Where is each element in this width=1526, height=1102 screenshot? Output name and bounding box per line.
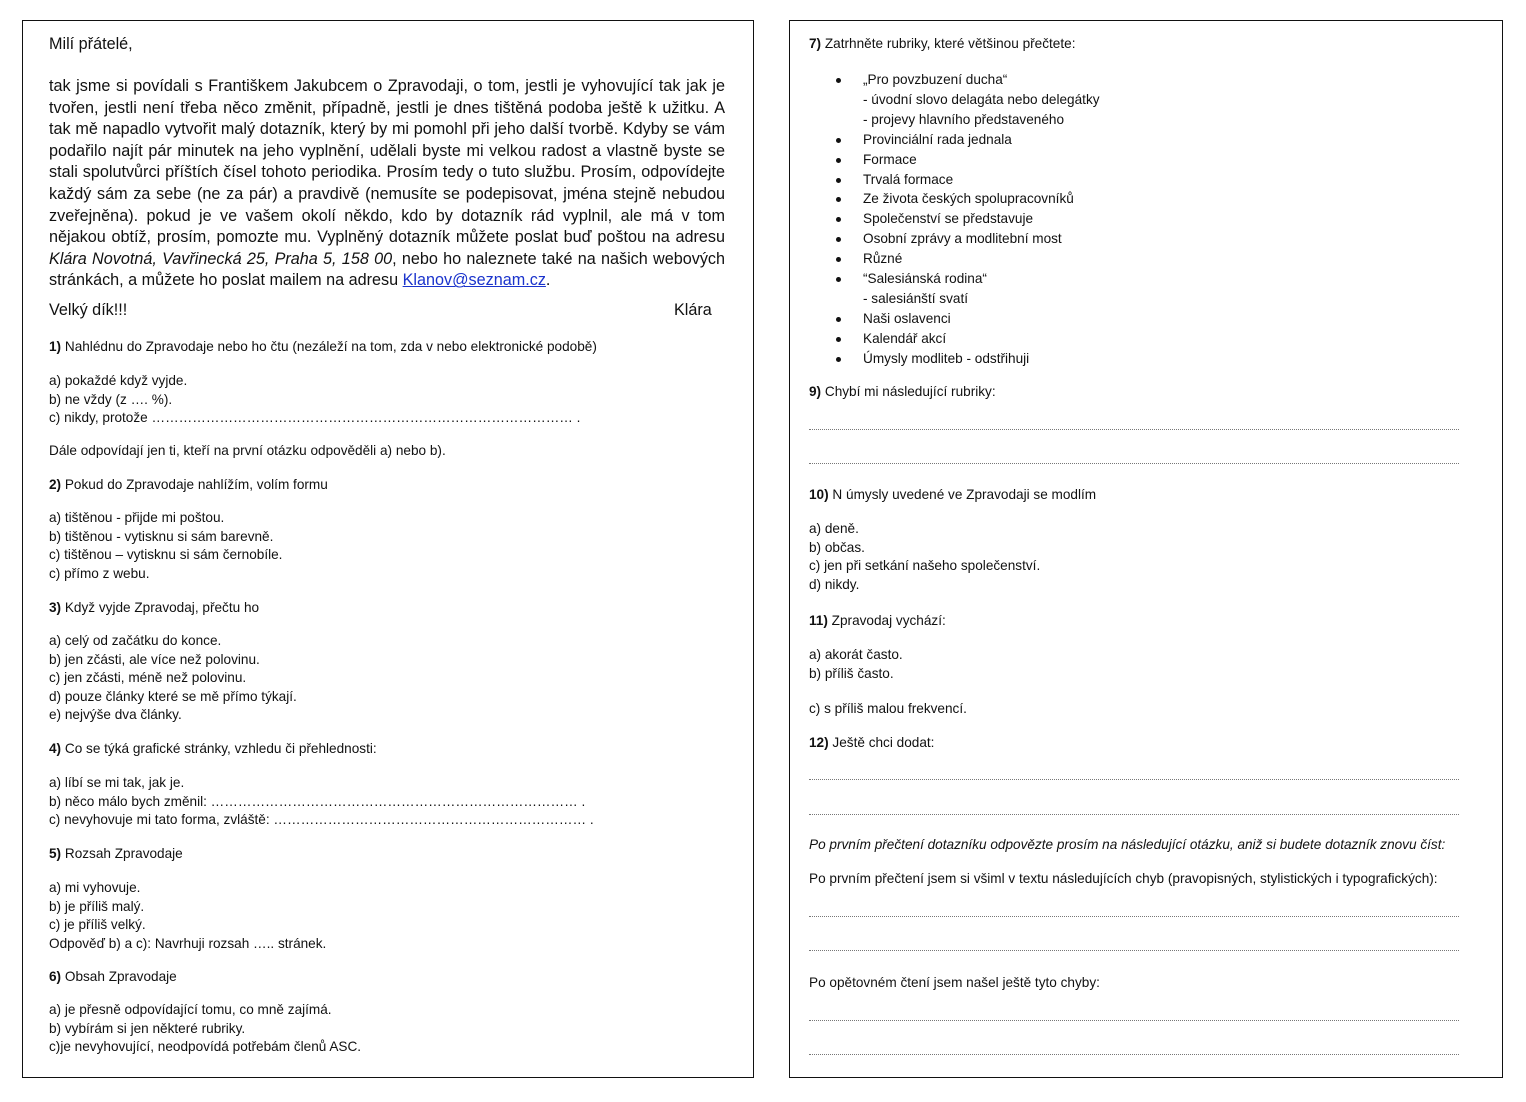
option[interactable]: c) nikdy, protože ………………………………………………………………………………… . xyxy=(49,410,581,426)
option[interactable]: a) mi vyhovuje. xyxy=(49,880,141,895)
rubric-item[interactable] xyxy=(836,249,1100,269)
option[interactable]: a) akorát často. xyxy=(809,647,903,662)
question-10 xyxy=(809,487,1096,502)
option[interactable]: b) občas. xyxy=(809,539,865,555)
question-text: Obsah Zpravodaje xyxy=(61,969,177,984)
question-text: Chybí mi následující rubriky: xyxy=(821,384,996,399)
question-number: 4) xyxy=(49,741,62,756)
question-number: 10) xyxy=(809,487,829,502)
thanks: Velký dík!!! xyxy=(49,301,128,319)
bullet-icon xyxy=(836,257,841,262)
question-text: Co se týká grafické stránky, vzhledu či přehlednosti: xyxy=(61,741,377,756)
bullet-icon xyxy=(836,217,841,222)
question-10-options xyxy=(809,520,1040,594)
question-text: Rozsah Zpravodaje xyxy=(61,846,183,861)
rubric-label: Kalendář akcí xyxy=(863,330,947,346)
rubric-label: Úmysly modliteb - odstřihuji xyxy=(863,350,1030,366)
option[interactable]: c) přímo z webu. xyxy=(49,565,150,581)
question-number: 11) xyxy=(809,613,828,628)
signature: Klára xyxy=(674,301,712,319)
rubric-label: Formace xyxy=(863,151,917,167)
answer-line[interactable] xyxy=(809,1020,1459,1021)
question-11 xyxy=(809,613,946,628)
answer-line[interactable] xyxy=(809,950,1459,951)
greeting: Milí přátelé, xyxy=(49,35,133,53)
question-text: N úmysly uvedené ve Zpravodaji se modlím xyxy=(828,487,1097,502)
option[interactable]: d) nikdy. xyxy=(809,576,860,592)
rubric-item[interactable] xyxy=(836,150,1100,170)
question-text: Ještě chci dodat: xyxy=(828,735,935,750)
errors-first-reading: Po prvním přečtení jsem si všiml v textu následujících chyb (pravopisných, stylistických i typografických): xyxy=(809,871,1438,886)
question-9 xyxy=(809,384,996,399)
rubric-checklist xyxy=(836,70,1100,369)
option[interactable]: b) ne vždy (z …. %). xyxy=(49,391,173,407)
question-number: 12) xyxy=(809,735,829,750)
question-text: Nahlédnu do Zpravodaje nebo ho čtu (nezáleží na tom, zda v nebo elektronické podobě) xyxy=(61,339,597,354)
option[interactable]: c) s příliš malou frekvencí. xyxy=(809,701,967,716)
question-3-options xyxy=(49,632,297,725)
option[interactable]: a) pokaždé když vyjde. xyxy=(49,373,188,388)
bullet-icon xyxy=(836,237,841,242)
option[interactable]: e) nejvýše dva články. xyxy=(49,707,182,723)
rubric-item[interactable] xyxy=(836,130,1100,150)
question-7 xyxy=(809,36,1075,51)
intro-paragraph xyxy=(49,76,725,292)
question-5 xyxy=(49,846,183,861)
question-number: 1) xyxy=(49,339,62,354)
option[interactable]: c) nevyhovuje mi tato forma, zvláště: …………………………………………………………… . xyxy=(49,812,594,828)
option[interactable]: c) jen zčásti, méně než polovinu. xyxy=(49,670,247,686)
question-number: 5) xyxy=(49,846,62,861)
question-number: 9) xyxy=(809,384,822,399)
questionnaire-page-1 xyxy=(22,20,754,1078)
rubric-item[interactable] xyxy=(836,170,1100,190)
option[interactable]: b) příliš často. xyxy=(809,665,894,681)
question-text: Pokud do Zpravodaje nahlížím, volím formu xyxy=(61,477,328,492)
rubric-item[interactable] xyxy=(836,70,1100,130)
question-6-options xyxy=(49,1001,361,1057)
question-11-options xyxy=(809,646,903,683)
option[interactable]: c)je nevyhovující, neodpovídá potřebám členů ASC. xyxy=(49,1039,362,1055)
answer-line[interactable] xyxy=(809,1054,1459,1055)
errors-second-reading: Po opětovném čtení jsem našel ještě tyto chyby: xyxy=(809,975,1100,990)
option[interactable]: b) tištěnou - vytisknu si sám barevně. xyxy=(49,528,274,544)
option[interactable]: a) tištěnou - přijde mi poštou. xyxy=(49,510,225,525)
answer-line[interactable] xyxy=(809,916,1459,917)
question-4-options xyxy=(49,774,594,830)
question-12 xyxy=(809,735,934,750)
rubric-label: Provinciální rada jednala xyxy=(863,131,1012,147)
option[interactable]: c) je příliš velký. xyxy=(49,917,146,933)
rubric-item[interactable] xyxy=(836,269,1100,309)
bullet-icon xyxy=(836,158,841,163)
bullet-icon xyxy=(836,138,841,143)
rubric-item[interactable] xyxy=(836,209,1100,229)
option[interactable]: b) je příliš malý. xyxy=(49,898,145,914)
bullet-icon xyxy=(836,197,841,202)
rubric-item[interactable] xyxy=(836,229,1100,249)
question-5-options xyxy=(49,879,326,953)
answer-line[interactable] xyxy=(809,814,1459,815)
intro-text: tak jsme si povídali s Františkem Jakubcem o Zpravodaji, o tom, jestli je vyhovující tak jak je tvořen, jestli není třeba něco změnit, případně, jestli je dnes tištěná podoba ještě k užitku. A tak mě napadlo vytvořit malý dotazník, který by mi pomohl při jeho další tvorbě. Kdyby se vám podařilo najít pár minutek na jeho vyplnění, udělali byste mi velkou radost a vlastně byste se stali spolutvůrci příštích čísel tohoto periodika. Prosím tedy o tuto službu. Prosím, odpovídejte každý sám za sebe (ne za pár) a pravdivě (nemusíte se podepisovat, jména stejně nebudou zveřejněna). pokud je ve vašem okolí někdo, kdo by dotazník rád vyplnil, ale má v tom nějakou obtíž, prosím, pomozte mu. Vyplněný dotazník můžete poslat buď poštou na adresu xyxy=(49,77,725,247)
instruction-italic: Po prvním přečtení dotazníku odpovězte prosím na následující otázku, aniž si budete dotazník znovu číst: xyxy=(809,837,1446,852)
option[interactable]: a) je přesně odpovídající tomu, co mně zajímá. xyxy=(49,1002,332,1017)
option[interactable]: b) něco málo bych změnil: ……………………………………………………………………… . xyxy=(49,793,586,809)
bullet-icon xyxy=(836,337,841,342)
rubric-label: Osobní zprávy a modlitební most xyxy=(863,231,1062,247)
question-4 xyxy=(49,741,377,756)
rubric-subitem: - úvodní slovo delagáta nebo delegátky xyxy=(863,91,1100,107)
rubric-label: Naši oslavenci xyxy=(863,310,951,326)
intro-text-cont: , nebo ho naleznete také na našich webových stránkách, a můžete ho poslat mailem na adresu xyxy=(49,249,726,290)
answer-line[interactable] xyxy=(809,463,1459,464)
postal-address: Klára Novotná, Vavřinecká 25, Praha 5, 158 00 xyxy=(49,249,393,268)
option[interactable]: a) deně. xyxy=(809,521,859,536)
bullet-icon xyxy=(836,317,841,322)
answer-line[interactable] xyxy=(809,779,1459,780)
option[interactable]: a) celý od začátku do konce. xyxy=(49,633,222,648)
rubric-item[interactable] xyxy=(836,349,1100,369)
option[interactable]: b) jen zčásti, ale více než polovinu. xyxy=(49,651,260,667)
rubric-label: „Pro povzbuzení ducha“ xyxy=(863,72,1008,87)
answer-line[interactable] xyxy=(809,429,1459,430)
rubric-subitem: - salesiánští svatí xyxy=(863,290,969,306)
question-2-options xyxy=(49,509,282,583)
rubric-label: “Salesiánská rodina“ xyxy=(863,271,987,287)
bullet-icon xyxy=(836,178,841,183)
rubric-item[interactable] xyxy=(836,309,1100,329)
option[interactable]: b) vybírám si jen některé rubriky. xyxy=(49,1020,246,1036)
option[interactable]: a) líbí se mi tak, jak je. xyxy=(49,775,185,790)
question-number: 6) xyxy=(49,969,62,984)
bullet-icon xyxy=(836,277,841,282)
question-number: 3) xyxy=(49,600,62,615)
rubric-label: Společenství se představuje xyxy=(863,211,1034,227)
option[interactable]: c) jen při setkání našeho společenství. xyxy=(809,558,1041,574)
rubric-label: Různé xyxy=(863,251,903,267)
rubric-subitem: - projevy hlavního představeného xyxy=(863,111,1065,127)
question-3 xyxy=(49,600,259,615)
question-number: 2) xyxy=(49,477,62,492)
question-text: Když vyjde Zpravodaj, přečtu ho xyxy=(61,600,260,615)
option[interactable]: Odpověď b) a c): Navrhuji rozsah ….. stránek. xyxy=(49,935,327,951)
rubric-label: Ze života českých spolupracovníků xyxy=(863,191,1074,207)
question-number: 7) xyxy=(809,36,822,51)
question-6 xyxy=(49,969,177,984)
email-link[interactable]: Klanov@seznam.cz xyxy=(402,271,546,290)
instruction-note: Dále odpovídají jen ti, kteří na první otázku odpověděli a) nebo b). xyxy=(49,443,446,458)
bullet-icon xyxy=(836,357,841,362)
question-1 xyxy=(49,339,597,354)
option[interactable]: d) pouze články které se mě přímo týkají. xyxy=(49,688,297,704)
option[interactable]: c) tištěnou – vytisknu si sám černobíle. xyxy=(49,547,283,563)
question-text: Zpravodaj vychází: xyxy=(827,613,946,628)
rubric-item[interactable] xyxy=(836,329,1100,349)
question-text: Zatrhněte rubriky, které většinou přečtete: xyxy=(821,36,1076,51)
question-2 xyxy=(49,477,328,492)
questionnaire-page-2 xyxy=(789,20,1503,1078)
intro-period: . xyxy=(545,271,551,290)
rubric-label: Trvalá formace xyxy=(863,171,954,187)
rubric-item[interactable] xyxy=(836,189,1100,209)
question-1-options xyxy=(49,372,580,428)
bullet-icon xyxy=(836,78,841,83)
